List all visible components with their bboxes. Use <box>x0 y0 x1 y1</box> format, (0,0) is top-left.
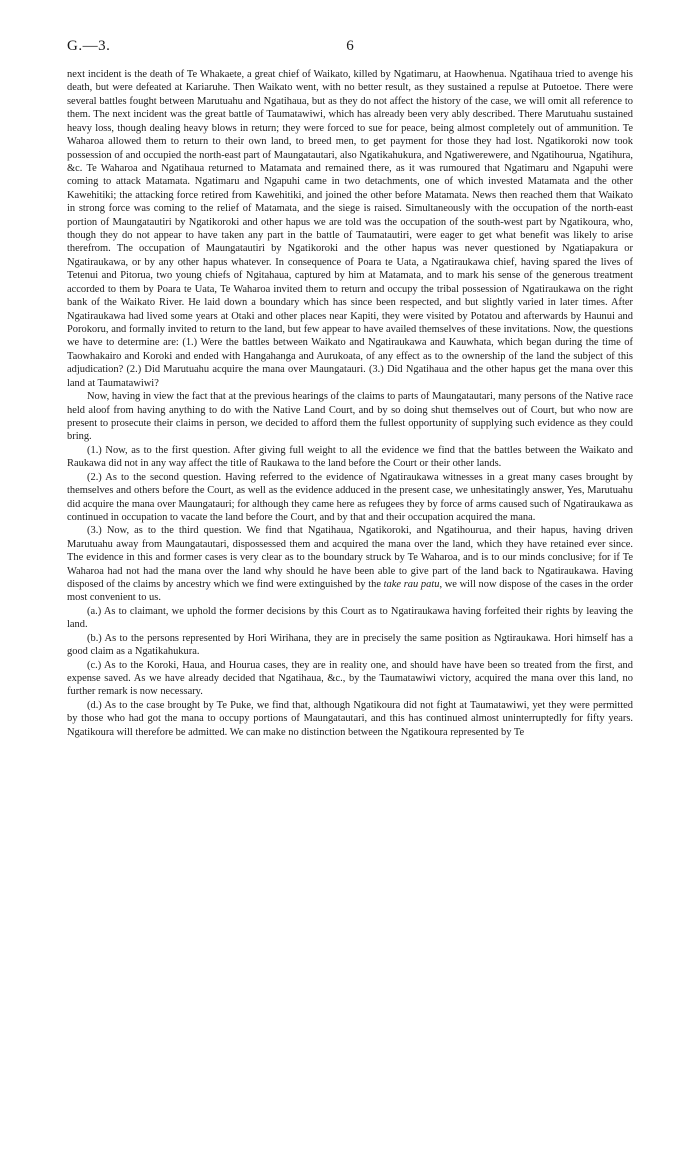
paragraph-case-c: (c.) As to the Koroki, Haua, and Hourua cases, they are in reality one, and should have have been so treated from the first, and expense saved. As we have already decided that Ngatihaua, &c., by the Taumatawiwi victory, acquired the mana over this land, no further remark is now necessary. <box>67 659 633 698</box>
paragraph-case-d: (d.) As to the case brought by Te Puke, we find that, although Ngatikoura did not fight at Taumatawiwi, yet they were permitted by those who had got the mana to occupy portions of Maungatautari, and this has continued almost uninterruptedly for fifty years. Ngatikoura will therefore be admitted. We can make no distinction between the Ngatikoura represented by Te <box>67 699 633 738</box>
page-number: 6 <box>346 38 354 54</box>
paragraph-question-3-text: (3.) Now, as to the third question. We find that Ngatihaua, Ngatikoroki, and Ngatihourua, and their hapus, having driven Marutuahu away from Maungatautari, dispossessed them and acquired the mana over the land, which they have retained ever since. The evidence in this and former cases is very clear as to the boundary struck by Te Waharoa, and is to our minds conclusive; for if Te Waharoa had not had the mana over the land why should he have been able to give part of the land back to Ngatiraukawa. Having disposed of the claims by ancestry which we find were extinguished by the <box>67 525 633 591</box>
paragraph-question-3-end: , we will now dispose of the cases in the order most convenient to us. <box>67 579 633 604</box>
paragraph-question-2: (2.) As to the second question. Having referred to the evidence of Ngatiraukawa witnesses in a great many cases brought by themselves and others before the Court, as well as the evidence adduced in the present case, we unhesitatingly answer, Yes, Marutuahu did acquire the mana over Maungatauri; for although they came here as refugees they by force of arms caused such of Ngatiraukawa as continued in occupation to vacate the land before the Court, and by that and their occupation acquired the mana. <box>67 471 633 523</box>
paragraph-history: next incident is the death of Te Whakaete, a great chief of Waikato, killed by Ngatimaru, at Haowhenua. Ngatihaua tried to avenge his death, but were defeated at Kariaruhe. Then Waikato went, with no better result, as they sustained a repulse at Putoetoe. There were several battles fought between Marutuahu and Ngatihaua, but as they do not affect the history of the case, we will omit all reference to them. The next incident was the great battle of Taumatawiwi, which has already been very ably described. There Marutuahu sustained heavy loss, though dealing heavy blows in return; they were forced to sue for peace, being almost completely out of ammunition. Te Waharoa allowed them to return to their own land, to breed men, to get payment for those they had lost. Ngatikoroki now took possession of and occupied the north-east part of Maungatautari, also Ngatikahukura, and Ngatiwerewere, and Ngatihourua, Ngatihura, &c. Te Waharoa and Ngatihaua returned to Matamata and remained there, as it was rumoured that Ngatimaru and Ngapuhi were coming to attack Matamata. Ngatimaru and Ngapuhi came in two detachments, one of which invested Matamata and the other Kawehitiki; the attacking force retired from Kawehitiki, and joined the other before Matamata. News then reached them that Waikato in strong force was coming to the relief of Matamata, and the siege is raised. Simultaneously with the occupation of the north-east portion of Maungatautiri by Ngatikoroki and other hapus we are told was the occupation of the south-west part by Ngatikoura, who, though they do not appear to have taken any part in the battle of Taumatautiri, were eager to get what benefit was likely to arise therefrom. The occupation of Maungatautiri by Ngatikoroki and the other hapus was never questioned by Ngatiapakura or Ngatiraukawa, or by any other hapus whatever. In consequence of Poara te Uata, a Ngatiraukawa chief, having spared the lives of Tetenui and Pitorua, two young chiefs of Ngitahaua, captured by him at Matamata, and to mark his sense of the generous treatment accorded to them by Poara te Uata, Te Waharoa invited them to return and occupy the tribal possession of Ngatiraukawa on the right bank of the Waikato River. He laid down a boundary which has since been respected, and but slightly varied in later times. After Ngatiraukawa had lived some years at Otaki and other places near Kapiti, they were visited by Potatou and afterwards by Haunui and Porokoru, and formally invited to return to the land, but few appear to have availed themselves of these invitations. Now, the questions we have to determine are: (1.) Were the battles between Waikato and Ngatiraukawa and Kauwhata, which began during the time of Taowhakairo and Koroki and ended with Hangahanga and Aurukoata, of any effect as to the ownership of the land the subject of this adjudication? (2.) Did Marutuahu acquire the mana over Maungatauri. (3.) Did Ngatihaua and the other hapus get the mana over this land at Taumatawiwi? <box>67 69 633 389</box>
paragraph-preamble: Now, having in view the fact that at the previous hearings of the claims to parts of Maungatautari, many persons of the Native race held aloof from having anything to do with the Native Land Court, and by so doing shut themselves out of Court, but who now are present to prosecute their claims in person, we decided to afford them the fullest opportunity of supplying such evidence as they could bring. <box>67 391 633 443</box>
italic-term: take rau patu <box>383 579 440 591</box>
paragraph-question-3 <box>67 524 633 605</box>
paragraph-question-1: (1.) Now, as to the first question. After giving full weight to all the evidence we find that the battles between the Waikato and Raukawa did not in any way affect the title of Raukawa to the land before the Court or their other lands. <box>67 444 633 470</box>
paragraph-case-b: (b.) As to the persons represented by Hori Wirihana, they are in precisely the same position as Ngtiraukawa. Hori himself has a good claim as a Ngatikahukura. <box>67 632 633 658</box>
page-header <box>67 38 633 62</box>
body-text <box>67 68 633 739</box>
paragraph-case-a: (a.) As to claimant, we uphold the former decisions by this Court as to Ngatiraukawa having forfeited their rights by leaving the land. <box>67 605 633 631</box>
document-reference: G.—3. <box>67 38 111 54</box>
